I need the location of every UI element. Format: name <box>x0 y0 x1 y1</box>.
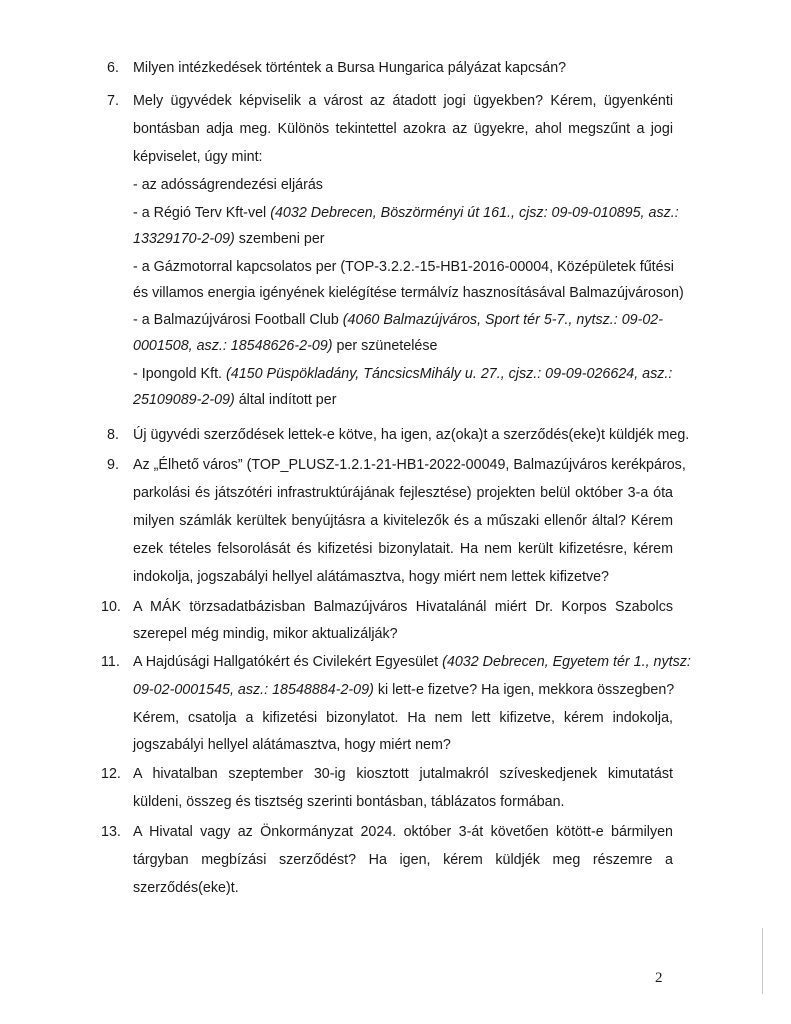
text-line: - Ipongold Kft. (4150 Püspökladány, TáncsicsMihály u. 27., cjsz.: 09-09-026624, asz.: <box>133 366 673 382</box>
text-line: A MÁK törzsadatbázisban Balmazújváros Hivatalánál miért Dr. Korpos Szabolcs <box>133 599 673 615</box>
text-line: indokolja, jogszabályi hellyel alátámasztva, hogy miért nem lettek kifizetve? <box>133 569 609 585</box>
item-number: 7. <box>107 93 119 109</box>
text-line: Mely ügyvédek képviselik a várost az átadott jogi ügyekben? Kérem, ügyenkénti <box>133 93 673 109</box>
item-number: 6. <box>107 60 119 76</box>
text-line: - a Balmazújvárosi Football Club (4060 Balmazújváros, Sport tér 5-7., nytsz.: 09-02- <box>133 312 664 328</box>
text-line: parkolási és játszótéri infrastruktúrájának fejlesztése) projekten belül október 3-a óta <box>133 485 673 501</box>
text-line: Az „Élhető város” (TOP_PLUSZ-1.2.1-21-HB1-2022-00049, Balmazújváros kerékpáros, <box>133 457 686 473</box>
text-line: - a Régió Terv Kft-vel (4032 Debrecen, Böszörményi út 161., cjsz: 09-09-010895, asz.: <box>133 205 679 221</box>
text-line: A hivatalban szeptember 30-ig kiosztott jutalmakról szíveskedjenek kimutatást <box>133 766 673 782</box>
text-line: Milyen intézkedések történtek a Bursa Hungarica pályázat kapcsán? <box>133 60 567 76</box>
text-line: szerződés(eke)t. <box>133 880 239 896</box>
text-line: A Hajdúsági Hallgatókért és Civilekért Egyesület (4032 Debrecen, Egyetem tér 1., nytsz: <box>133 654 691 670</box>
text-line: 0001508, asz.: 18548626-2-09) per szünetelése <box>133 338 438 354</box>
text-line: jogszabályi hellyel alátámasztva, hogy miért nem? <box>133 737 451 753</box>
item-number: 10. <box>101 599 121 615</box>
text-line: Új ügyvédi szerződések lettek-e kötve, ha igen, az(oka)t a szerződés(eke)t küldjék meg. <box>133 427 690 443</box>
text-line: ezek tételes felsorolását és kifizetési bizonylatait. Ha nem került kifizetésre, kérem <box>133 541 673 557</box>
scan-artifact-line <box>762 928 763 994</box>
text-line: 13329170-2-09) szembeni per <box>133 231 325 247</box>
text-line: bontásban adja meg. Különös tekintettel azokra az ügyekre, ahol megszűnt a jogi <box>133 121 673 137</box>
text-line: A Hivatal vagy az Önkormányzat 2024. október 3-át követően kötött-e bármilyen <box>133 824 673 840</box>
item-number: 13. <box>101 824 121 840</box>
text-line: és villamos energia igényének kielégítése termálvíz hasznosításával Balmazújvároson) <box>133 285 684 301</box>
text-line: - a Gázmotorral kapcsolatos per (TOP-3.2.2.-15-HB1-2016-00004, Középületek fűtési <box>133 259 674 275</box>
text-line: képviselet, úgy mint: <box>133 149 263 165</box>
text-line: - az adósságrendezési eljárás <box>133 177 323 193</box>
text-line: milyen számlák kerültek benyújtásra a kivitelezők és a műszaki ellenőr által? Kérem <box>133 513 673 529</box>
page-number: 2 <box>655 970 663 986</box>
item-number: 11. <box>101 654 120 670</box>
text-line: szerepel még mindig, mikor aktualizálják? <box>133 626 398 642</box>
text-line: Kérem, csatolja a kifizetési bizonylatot. Ha nem lett kifizetve, kérem indokolja, <box>133 710 673 726</box>
text-line: 25109089-2-09) által indított per <box>133 392 337 408</box>
text-line: tárgyban megbízási szerződést? Ha igen, kérem küldjék meg részemre a <box>133 852 673 868</box>
item-number: 12. <box>101 766 121 782</box>
item-number: 9. <box>107 457 119 473</box>
text-line: 09-02-0001545, asz.: 18548884-2-09) ki lett-e fizetve? Ha igen, mekkora összegben? <box>133 682 675 698</box>
item-number: 8. <box>107 427 119 443</box>
text-line: küldeni, összeg és tisztség szerinti bontásban, táblázatos formában. <box>133 794 565 810</box>
